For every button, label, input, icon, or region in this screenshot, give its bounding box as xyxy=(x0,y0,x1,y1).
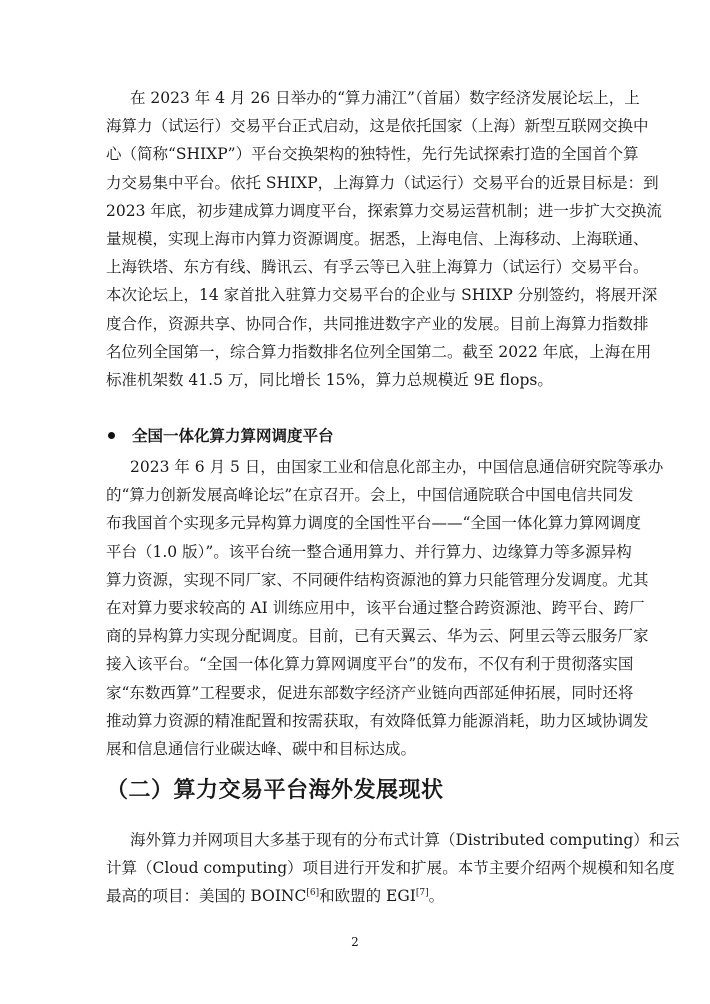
text-line: 布我国首个实现多元异构算力调度的全国性平台——“全国一体化算力算网调度 xyxy=(106,514,641,533)
bullet-heading xyxy=(108,424,334,446)
text-line: 展和信息通信行业碳达峰、碳中和目标达成。 xyxy=(106,739,417,758)
text-segment: 和欧盟的 EGI xyxy=(319,887,416,906)
text-line: 计算（Cloud computing）项目进行开发和扩展。本节主要介绍两个规模和知名度 xyxy=(106,859,675,878)
text-line: 在 2023 年 4 月 26 日举办的“算力浦江”（首届）数字经济发展论坛上，上 xyxy=(130,89,640,107)
page-number: 2 xyxy=(351,935,359,949)
paragraph-shanghai-computing-exchange xyxy=(106,84,662,394)
text-line: 2023 年 6 月 5 日，由国家工业和信息化部主办，中国信息通信研究院等承办 xyxy=(130,458,664,476)
text-line: 在对算力要求较高的 AI 训练应用中，该平台通过整合跨资源池、跨平台、跨厂 xyxy=(106,598,645,617)
text-segment: 。 xyxy=(428,887,445,906)
text-line: 力交易集中平台。依托 SHIXP，上海算力（试运行）交易平台的近景目标是：到 xyxy=(106,173,659,192)
text-line: 海外算力并网项目大多基于现有的分布式计算（Distributed computing）和云 xyxy=(130,831,680,849)
citation-ref-6[interactable]: [6] xyxy=(306,888,320,899)
text-segment: 最高的项目：美国的 BOINC xyxy=(106,887,307,906)
text-line xyxy=(106,882,606,910)
paragraph-overseas-projects xyxy=(106,826,680,911)
bullet-dot-icon xyxy=(108,432,115,439)
citation-ref-7[interactable]: [7] xyxy=(415,888,429,899)
paragraph-national-scheduling-platform xyxy=(106,453,664,763)
text-line: 度合作，资源共享、协同合作，共同推进数字产业的发展。目前上海算力指数排 xyxy=(106,314,649,333)
text-line: 接入该平台。“全国一体化算力算网调度平台”的发布，不仅有利于贯彻落实国 xyxy=(106,655,634,674)
text-line: 心（简称“SHIXP”）平台交换架构的独特性，先行先试探索打造的全国首个算 xyxy=(106,145,639,164)
text-line: 平台（1.0 版）”。该平台统一整合通用算力、并行算力、边缘算力等多源异构 xyxy=(106,542,632,561)
text-line: 商的异构算力实现分配调度。目前，已有天翼云、华为云、阿里云等云服务厂家 xyxy=(106,627,649,646)
text-line: 算力资源，实现不同厂家、不同硬件结构资源池的算力只能管理分发调度。尤其 xyxy=(106,570,649,589)
text-line: 推动算力资源的精准配置和按需获取，有效降低算力能源消耗，助力区域协调发 xyxy=(106,711,649,730)
text-line: 的“算力创新发展高峰论坛”在京召开。会上，中国信通院联合中国电信共同发 xyxy=(106,486,634,505)
text-line: 量规模，实现上海市内算力资源调度。据悉，上海电信、上海移动、上海联通、 xyxy=(106,229,649,248)
text-line: 本次论坛上，14 家首批入驻算力交易平台的企业与 SHIXP 分别签约，将展开深 xyxy=(106,286,658,305)
text-line: 家“东数西算”工程要求，促进东部数字经济产业链向西部延伸拓展，同时还将 xyxy=(106,683,634,702)
text-line: 上海铁塔、东方有线、腾讯云、有孚云等已入驻上海算力（试运行）交易平台。 xyxy=(106,258,649,277)
text-line: 海算力（试运行）交易平台正式启动，这是依托国家（上海）新型互联网交换中 xyxy=(106,117,649,136)
section-heading: （二）算力交易平台海外发展现状 xyxy=(106,778,444,803)
bullet-heading-text: 全国一体化算力算网调度平台 xyxy=(132,427,334,445)
text-line: 名位列全国第一，综合算力指数排名位列全国第二。截至 2022 年底，上海在用 xyxy=(106,342,652,361)
text-line: 标准机架数 41.5 万，同比增长 15%，算力总规模近 9E flops。 xyxy=(106,370,553,389)
text-line: 2023 年底，初步建成算力调度平台，探索算力交易运营机制；进一步扩大交换流 xyxy=(106,201,662,220)
